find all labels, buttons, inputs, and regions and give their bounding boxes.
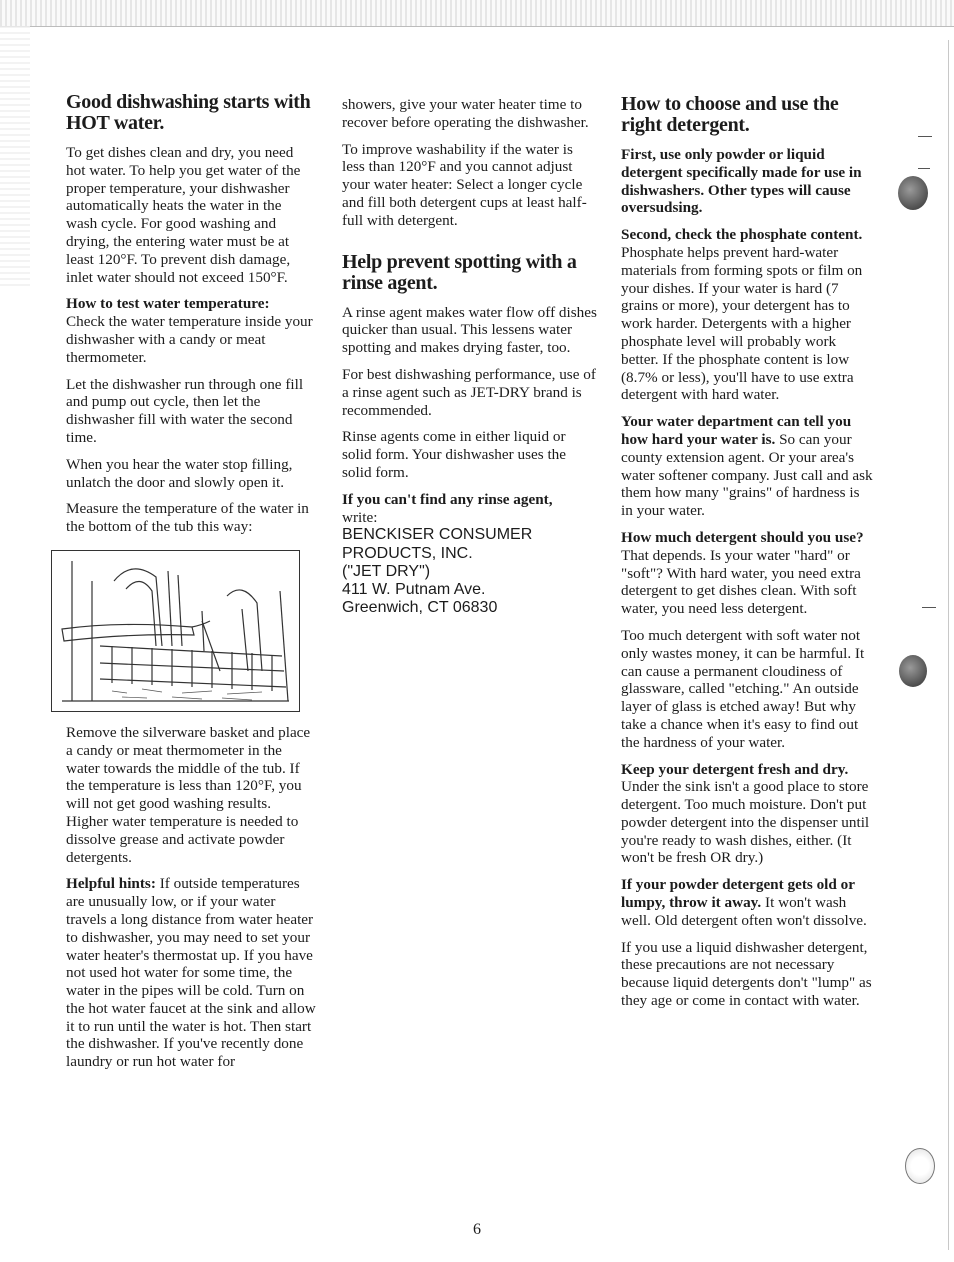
- showers-para: showers, give your water heater time to recover before operating the dishwasher.: [342, 96, 589, 131]
- address-line: 411 W. Putnam Ave.: [342, 580, 486, 598]
- fill-cycle-para: Let the dishwasher run through one fill and pump out cycle, then let the dishwasher fill with water the second time.: [66, 375, 304, 446]
- water-department-bold: Your water department can tell you how hard your water is.: [621, 413, 852, 448]
- scan-mark: [922, 607, 936, 608]
- write-rest: write:: [342, 508, 378, 526]
- rinse-forms-para: Rinse agents come in either liquid or solid form. Your dishwasher uses the solid form.: [342, 428, 567, 481]
- address-line: PRODUCTS, INC.: [342, 544, 473, 562]
- test-temperature-text: Check the water temperature inside your dishwasher with a candy or meat thermometer.: [66, 313, 313, 366]
- scan-top-border: [0, 0, 954, 27]
- test-temperature-heading: How to test water temperature:: [66, 295, 270, 313]
- scan-left-edge: [0, 26, 30, 286]
- scan-mark: [918, 168, 930, 169]
- helpful-hints-text: If outside temperatures are unusually low, or if your water travels a long distance from water heater to dishwasher, you may need to set your water heater's thermostat up. If you have not used hot water for some time, the water in the pipes will be cold. Turn on the hot water faucet at the sink and allow it to run until the water is hot. Then start the dishwasher. If you've recently done laundry or run hot water for: [66, 875, 316, 1071]
- scan-right-edge: [948, 40, 949, 1250]
- page-number: 6: [473, 1221, 481, 1238]
- improve-washability-para: To improve washability if the water is less than 120°F and you cannot adjust your water heater: Select a longer cycle and fill both detergent cups at least half-full with detergent.: [342, 140, 587, 229]
- write-para: [342, 491, 598, 527]
- water-department-para: [621, 413, 873, 520]
- open-door-para: When you hear the water stop filling, unlatch the door and slowly open it.: [66, 455, 293, 491]
- column-hot-water: [66, 92, 316, 1080]
- fresh-dry-bold: Keep your detergent fresh and dry.: [621, 760, 849, 778]
- address-line: BENCKISER CONSUMER: [342, 526, 533, 544]
- rinse-agent-intro: A rinse agent makes water flow off dishes quicker than usual. This lessens water spotting and makes drying faster, too.: [342, 303, 597, 357]
- how-much-text: That depends. Is your water "hard" or "soft"? With hard water, you need extra detergent to get dishes clean. With soft water, you need less detergent.: [621, 546, 861, 618]
- phosphate-para: [621, 226, 873, 404]
- first-powder-para: First, use only powder or liquid detergent specifically made for use in dishwashers. Other types will cause oversudsing.: [621, 146, 862, 217]
- binder-hole-middle: [899, 655, 927, 687]
- liquid-detergent-para: If you use a liquid dishwasher detergent, these precautions are not necessary because liquid detergents don't "lump" as they age or come in contact with water.: [621, 938, 872, 1010]
- how-much-para: [621, 529, 873, 618]
- old-lumpy-text: It won't wash well. Old detergent often won't dissolve.: [621, 894, 867, 929]
- how-much-bold: How much detergent should you use?: [621, 528, 864, 546]
- old-lumpy-para: [621, 876, 873, 929]
- remove-basket-para: Remove the silverware basket and place a candy or meat thermometer in the water towards the middle of the tub. If the temperature is less than 120°F, you will not get good washing results. Higher water temperature is needed to dissolve grease and activate powder detergents.: [66, 723, 311, 866]
- heading-rinse-agent: Help prevent spotting with a rinse agent.: [342, 250, 577, 294]
- binder-hole-bottom: [905, 1148, 935, 1184]
- phosphate-bold: Second, check the phosphate content.: [621, 226, 863, 244]
- thermometer-illustration: [51, 550, 300, 712]
- dishwasher-rack-drawing: [52, 551, 299, 711]
- scan-mark: [918, 136, 932, 137]
- phosphate-text: Phosphate helps prevent hard-water materials from forming spots or film on your dishes. If your water is hard (7 grains or more), your detergent has to work harder. Detergents with a higher phosphate level will probably work better. If the phosphate content is low (8.7% or less), you'll have to use extra detergent with hard water.: [621, 243, 863, 404]
- old-lumpy-bold: If your powder detergent gets old or lumpy, throw it away.: [621, 876, 855, 912]
- measure-para: Measure the temperature of the water in the bottom of the tub this way:: [66, 500, 309, 536]
- heading-hot-water: Good dishwashing starts with HOT water.: [66, 91, 311, 134]
- address-line: Greenwich, CT 06830: [342, 599, 498, 617]
- water-department-text: So can your county extension agent. Or your area's water softener company. Just call and ask them how many "grains" of hardness is in your water.: [621, 430, 873, 520]
- helpful-hints-para: [66, 875, 316, 1071]
- helpful-hints-label: Helpful hints:: [66, 875, 156, 893]
- best-performance-para: For best dishwashing performance, use of a rinse agent such as JET-DRY brand is recommended.: [342, 365, 596, 419]
- heading-detergent: How to choose and use the right detergent.: [621, 93, 839, 136]
- fresh-dry-text: Under the sink isn't a good place to store detergent. Too much moisture. Don't put powder detergent into the dispenser until you're ready to wash dishes, either. (It won't be fresh OR dry.): [621, 778, 870, 867]
- fresh-dry-para: [621, 761, 873, 868]
- test-temperature-para: [66, 295, 316, 366]
- too-much-para: Too much detergent with soft water not only wastes money, it can be harmful. It can cause a permanent cloudiness of glassware, called "etching." An outside layer of glass is etched away! But why take a chance when it's easy to find out the hardness of your water.: [621, 626, 865, 751]
- write-bold: If you can't find any rinse agent,: [342, 490, 553, 508]
- hot-water-intro: To get dishes clean and dry, you need hot water. To help you get water of the proper temperature, your dishwasher automatically heats the water in the wash cycle. For good washing and drying, the entering water must be at least 120°F. To prevent dish damage, inlet water should not exceed 150°F.: [66, 144, 301, 286]
- benckiser-address: [342, 526, 598, 617]
- column-detergent: [621, 94, 873, 1019]
- column-rinse-agent: [342, 96, 598, 617]
- binder-hole-top: [898, 176, 928, 210]
- address-line: ("JET DRY"): [342, 562, 431, 580]
